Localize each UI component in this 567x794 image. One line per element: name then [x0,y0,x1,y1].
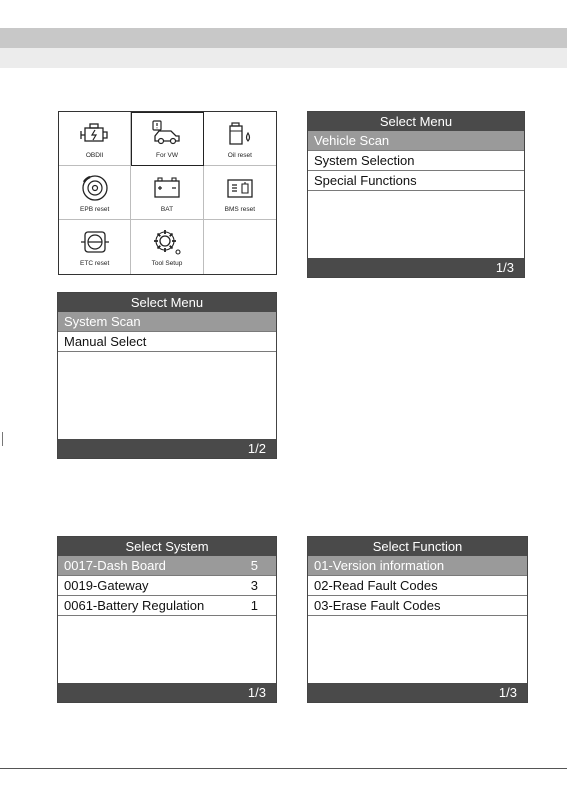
grid-item-label: Tool Setup [151,260,183,267]
engine-icon [79,119,111,149]
page-indicator: 1/3 [308,683,527,702]
menu-item-manual-select[interactable]: Manual Select [58,332,276,352]
brake-disc-icon [79,173,111,203]
grid-item-label: Oil reset [227,151,252,159]
grid-item-oil-reset[interactable] [204,112,276,166]
menu-item-special-functions[interactable]: Special Functions [308,171,524,191]
select-system-screen [57,536,277,703]
function-item-read-fault-codes[interactable]: 02-Read Fault Codes [308,576,527,596]
page-indicator: 1/3 [308,258,524,277]
select-function-screen [307,536,528,703]
system-item-battery-regulation[interactable]: 0061-Battery Regulation 1 [58,596,276,616]
grid-item-label: BAT [160,205,174,213]
footer-rule [0,768,567,769]
system-item-gateway[interactable]: 0019-Gateway 3 [58,576,276,596]
battery-monitor-icon [224,173,256,203]
grid-item-tool-setup[interactable] [131,220,203,274]
throttle-body-icon [79,227,111,257]
page-indicator: 1/3 [58,683,276,702]
grid-item-obdii[interactable] [59,112,131,166]
grid-item-label: EPB reset [80,205,110,213]
grid-item-bms-reset[interactable] [204,166,276,220]
function-item-erase-fault-codes[interactable]: 03-Erase Fault Codes [308,596,527,616]
gear-icon [151,227,183,257]
screen-title: Select Menu [308,112,524,131]
function-item-version-information[interactable]: 01-Version information [308,556,527,576]
header-subband [0,48,567,68]
screen-title: Select Menu [58,293,276,312]
select-menu-screen-1 [307,111,525,278]
function-icon-grid [58,111,277,275]
page-indicator: 1/2 [58,439,276,458]
system-item-dash-board[interactable]: 0017-Dash Board 5 [58,556,276,576]
menu-item-system-scan[interactable]: System Scan [58,312,276,332]
car-diagnostic-icon [151,119,183,149]
screen-title: Select System [58,537,276,556]
menu-item-system-selection[interactable]: System Selection [308,151,524,171]
oil-can-icon [224,119,256,149]
screen-title: Select Function [308,537,527,556]
menu-item-vehicle-scan[interactable]: Vehicle Scan [308,131,524,151]
select-menu-screen-2 [57,292,277,459]
grid-item-for-vw[interactable] [131,112,203,166]
grid-item-label: For VW [155,151,178,159]
header-band [0,28,567,48]
grid-item-epb-reset[interactable] [59,166,131,220]
battery-icon [151,173,183,203]
grid-item-label: BMS reset [224,205,255,213]
grid-item-bat[interactable] [131,166,203,220]
grid-item-label: ETC reset [80,260,110,267]
grid-item-etc-reset[interactable] [59,220,131,274]
grid-item-label: OBDII [85,151,104,159]
grid-item-empty [204,220,276,274]
margin-mark [2,432,3,446]
